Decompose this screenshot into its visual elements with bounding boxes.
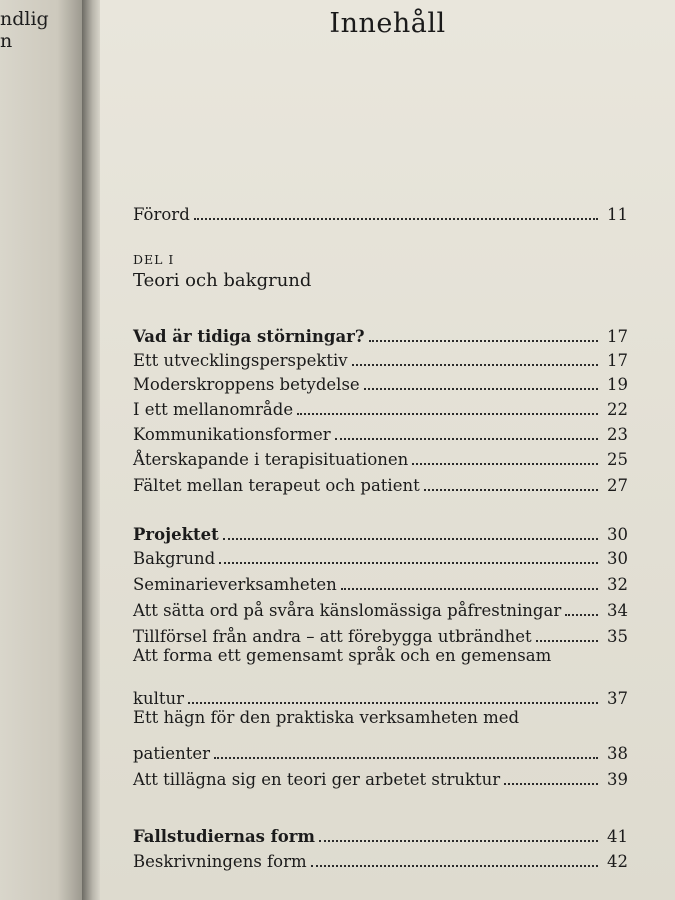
toc-entry-title: Att sätta ord på svåra känslomässiga påfrestningar [133, 601, 562, 620]
toc-section-heading [133, 520, 628, 544]
toc-section-heading [133, 822, 628, 846]
toc-entry-title: kultur [133, 689, 185, 708]
leader-dots [565, 612, 598, 616]
toc-entry [133, 200, 628, 224]
toc-entry-page: 30 [607, 549, 628, 568]
leader-dots [297, 411, 598, 415]
toc-entry-page: 30 [607, 525, 628, 544]
toc-entry-title: Ett utvecklingsperspektiv [133, 351, 348, 370]
toc-entry-page: 22 [607, 400, 628, 419]
left-page [0, 0, 82, 900]
toc-entry [133, 847, 628, 871]
toc-entry [133, 596, 628, 620]
toc-entry-title: Att tillägna sig en teori ger arbetet struktur [133, 770, 501, 789]
leader-dots [335, 436, 598, 440]
toc-entry [133, 765, 628, 789]
leader-dots [223, 536, 598, 540]
toc-entry-page: 32 [607, 575, 628, 594]
leader-dots [214, 755, 598, 759]
leader-dots [364, 386, 598, 390]
contents-page [100, 0, 675, 900]
toc-entry-page: 42 [607, 852, 628, 871]
toc-entry-page: 27 [607, 476, 628, 495]
toc-entry-title: I ett mellanområde [133, 400, 294, 419]
toc-entry-title: Förord [133, 205, 190, 224]
toc-entry-page: 34 [607, 601, 628, 620]
toc-entry [133, 739, 628, 763]
toc-entry-title-line1: Ett hägn för den praktiska verksamheten med [133, 708, 520, 727]
toc-entry [133, 544, 628, 568]
toc-entry-page: 38 [607, 744, 628, 763]
toc-entry [133, 570, 628, 594]
toc-entry-title: Vad är tidiga störningar? [133, 327, 365, 346]
toc-entry [133, 395, 628, 419]
toc-entry-page: 39 [607, 770, 628, 789]
leader-dots [311, 863, 598, 867]
leader-dots [412, 461, 598, 465]
toc-entry-page: 17 [607, 327, 628, 346]
toc-entry [133, 445, 628, 469]
toc-entry-title: Tillförsel från andra – att förebygga utbrändhet [133, 627, 532, 646]
toc-entry-title: Återskapande i terapisituationen [133, 450, 409, 469]
toc-entry-title: Moderskroppens betydelse [133, 375, 360, 394]
toc-entry-title: Kommunikationsformer [133, 425, 331, 444]
toc-entry-page: 37 [607, 689, 628, 708]
part-title: Teori och bakgrund [133, 270, 312, 291]
leader-dots [504, 781, 598, 785]
toc-entry-title: patienter [133, 744, 210, 763]
toc-entry-title: Beskrivningens form [133, 852, 307, 871]
book-gutter [82, 0, 100, 900]
toc-entry-title: Fallstudiernas form [133, 827, 315, 846]
leader-dots [219, 560, 598, 564]
leader-dots [424, 487, 598, 491]
leader-dots [536, 638, 598, 642]
toc-entry-page: 17 [607, 351, 628, 370]
toc-entry-title: Seminarieverksamheten [133, 575, 337, 594]
toc-section-heading [133, 322, 628, 346]
leader-dots [319, 838, 598, 842]
left-page-text-fragment: ndlig [0, 8, 49, 30]
toc-entry-title: Fältet mellan terapeut och patient [133, 476, 420, 495]
toc-entry-title: Projektet [133, 525, 219, 544]
toc-entry [133, 471, 628, 495]
page-title: Innehåll [329, 8, 446, 39]
toc-entry-page: 19 [607, 375, 628, 394]
leader-dots [188, 700, 598, 704]
toc-entry [133, 370, 628, 394]
toc-entry [133, 684, 628, 708]
leader-dots [341, 586, 598, 590]
left-page-text-fragment: n [0, 30, 13, 52]
toc-entry [133, 622, 628, 646]
toc-entry-page: 35 [607, 627, 628, 646]
toc-entry-title: Bakgrund [133, 549, 216, 568]
leader-dots [194, 216, 598, 220]
toc-entry-title-line1: Att forma ett gemensamt språk och en gemensam [133, 646, 552, 665]
toc-entry-page: 25 [607, 450, 628, 469]
part-label: DEL I [133, 252, 175, 267]
leader-dots [369, 338, 598, 342]
toc-entry-page: 23 [607, 425, 628, 444]
toc-entry-page: 11 [607, 205, 628, 224]
toc-entry [133, 346, 628, 370]
toc-entry-page: 41 [607, 827, 628, 846]
leader-dots [352, 362, 598, 366]
toc-entry [133, 420, 628, 444]
